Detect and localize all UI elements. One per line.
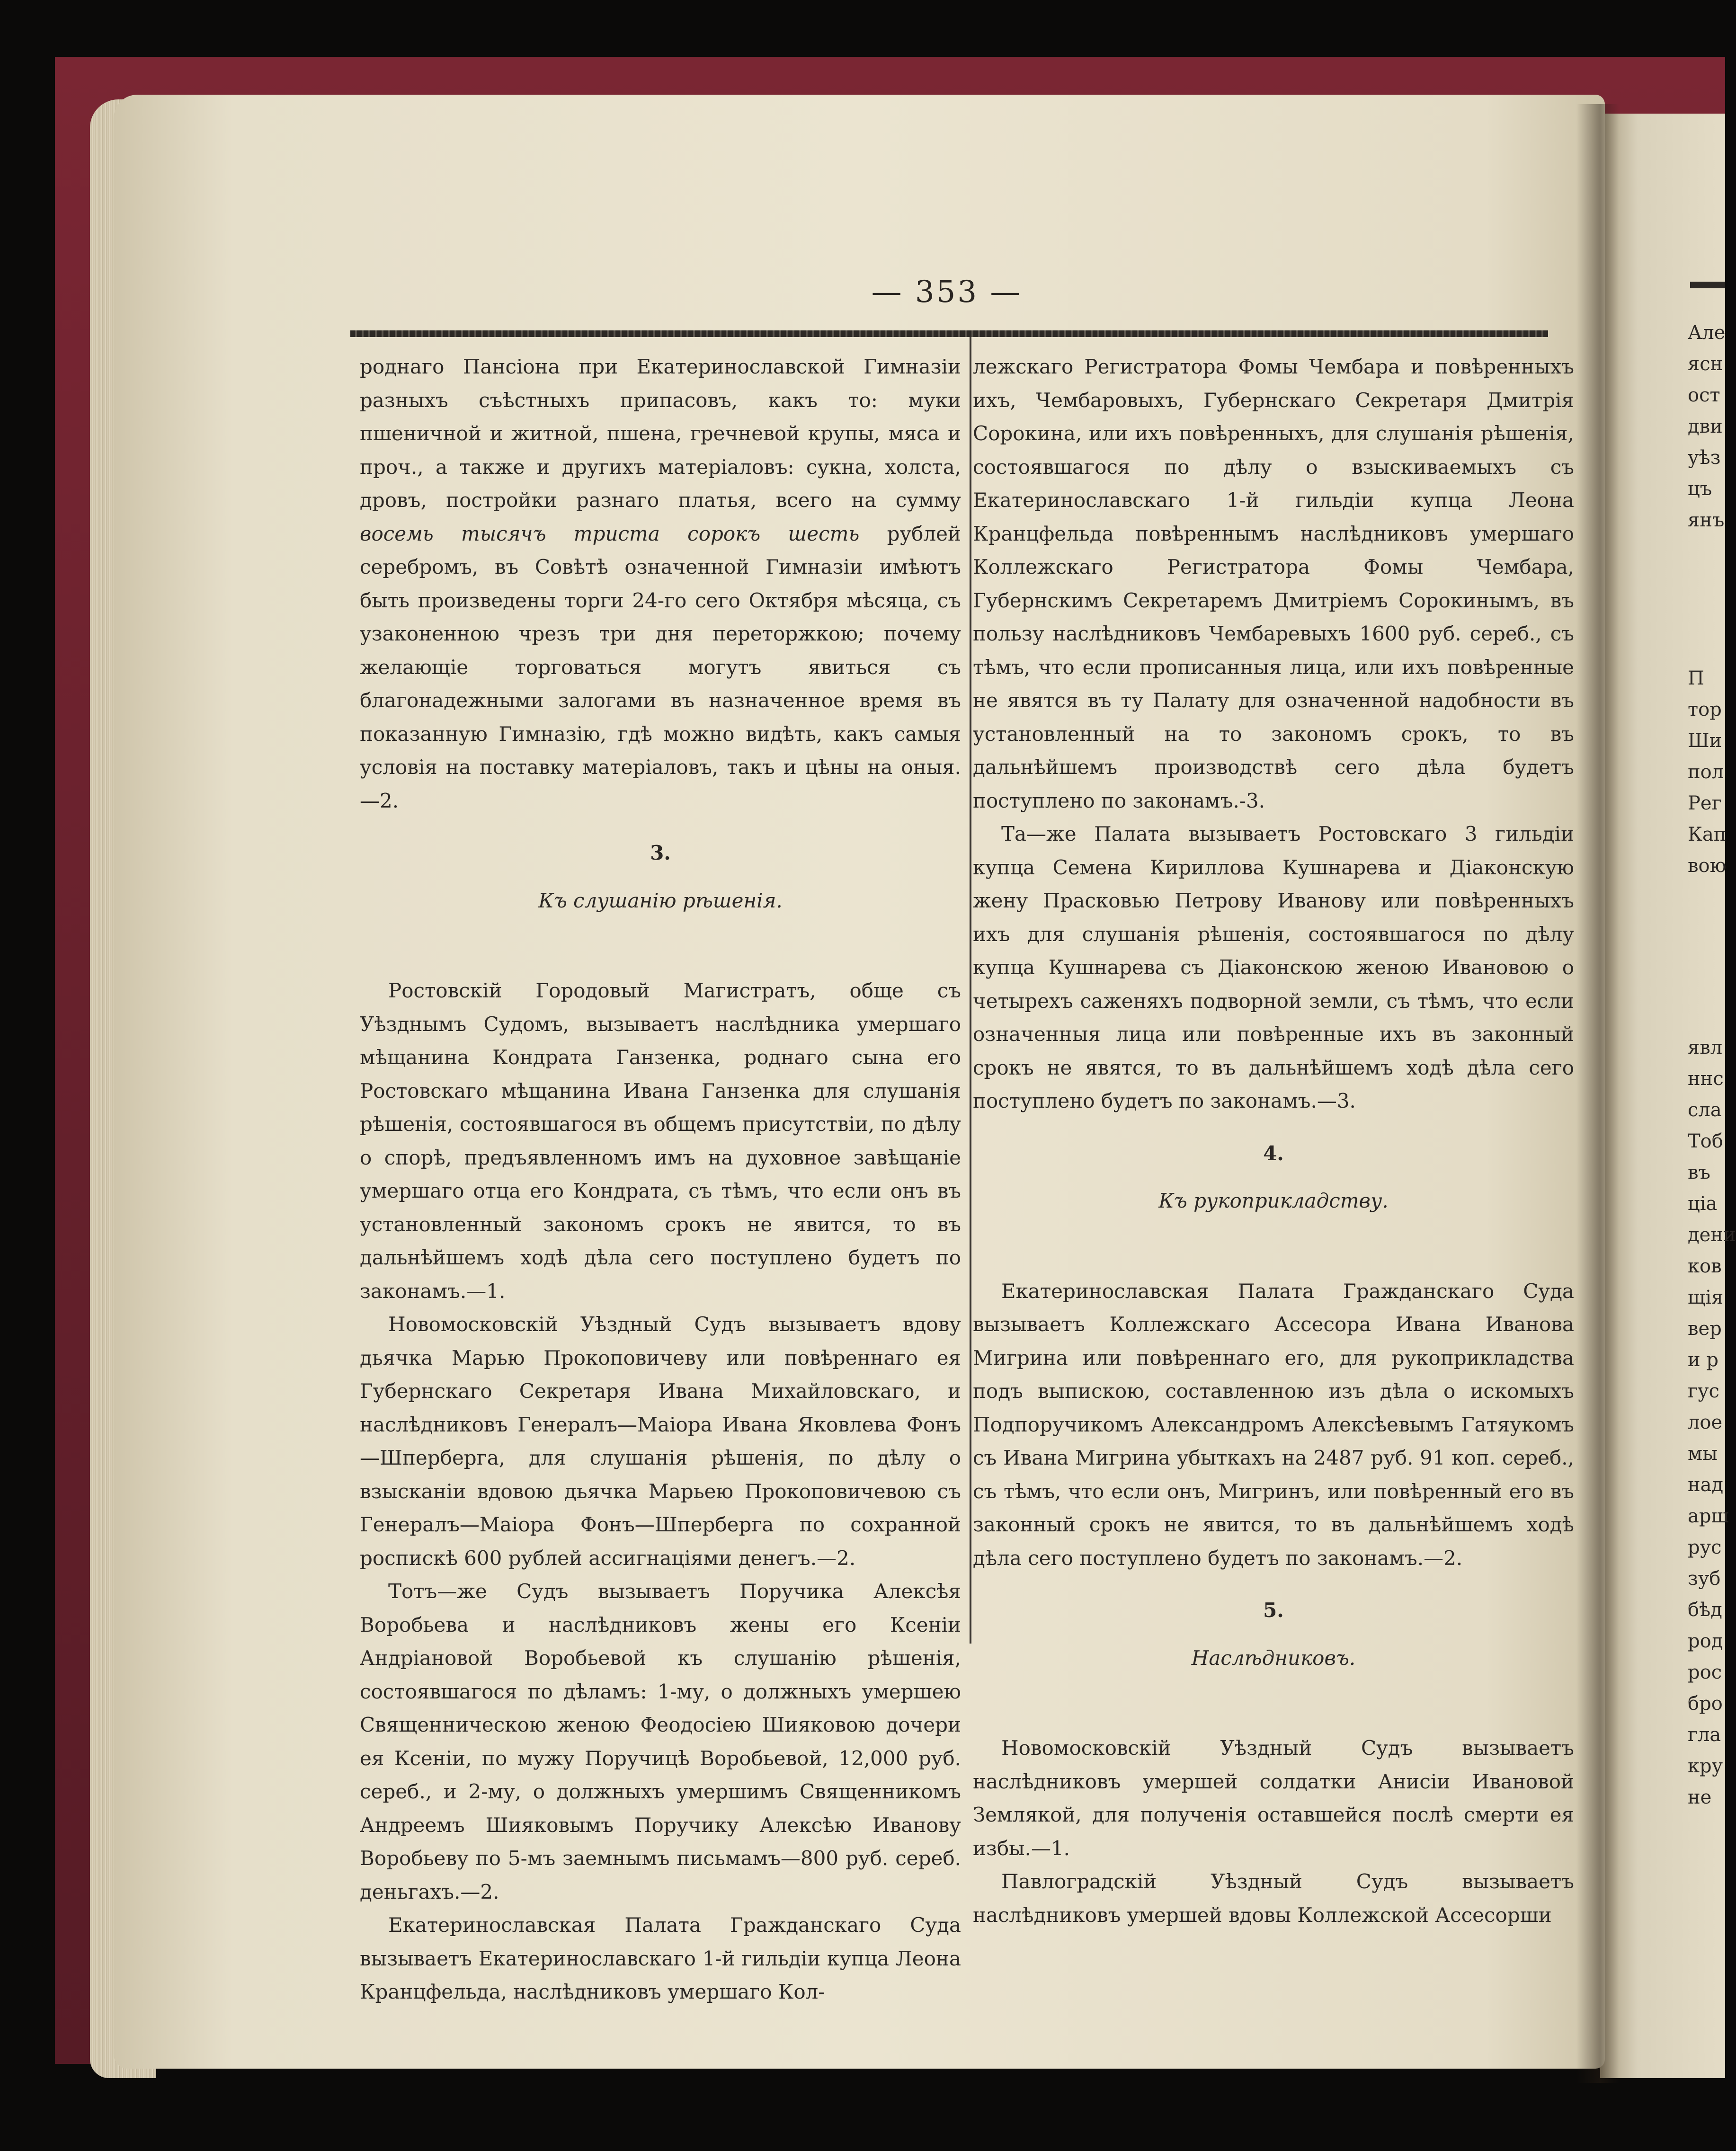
fragment-line: бѣд bbox=[1688, 1599, 1722, 1621]
fragment-line: ціа bbox=[1688, 1193, 1718, 1215]
paragraph: Екатеринославская Палата Гражданскаго Суда вызываетъ Екатеринославскаго 1-й гильдіи купца Леона Кранцфельда, наслѣдниковъ умершаго Кол- bbox=[360, 1913, 961, 2003]
column-divider bbox=[970, 337, 971, 1644]
paragraph: Новомосковскій Уѣздный Судъ вызываетъ вдову дьячка Марью Прокоповичеву или повѣреннаго ея Губернскаго Секретаря Ивана Михайловскаго, и наслѣдниковъ Генералъ—Маіора Ивана Яковлева Фонъ—Шперберга, для слушанія рѣшенія, по дѣлу о взысканіи вдовою дьячка Марьею Прокоповичевою съ Генералъ—Маіора Фонъ—Шперберга по сохранной роспискѣ 600 рублей ассигнаціями денегъ.—2. bbox=[360, 1313, 961, 1570]
fragment-line: ннс bbox=[1688, 1068, 1724, 1090]
fragment-line: ясн bbox=[1688, 353, 1723, 375]
paragraph bbox=[360, 350, 961, 818]
next-page-rule bbox=[1690, 282, 1725, 288]
fragment-line: П bbox=[1688, 667, 1704, 689]
left-column bbox=[360, 350, 961, 2009]
fragment-line: янъ bbox=[1688, 509, 1725, 531]
fragment-line: Тоб bbox=[1688, 1130, 1723, 1152]
fragment-line: ост bbox=[1688, 384, 1720, 406]
fragment-line: зуб bbox=[1688, 1568, 1721, 1590]
fragment-line: кру bbox=[1688, 1755, 1723, 1777]
fragment-line: Але bbox=[1688, 322, 1726, 344]
fragment-line: явл bbox=[1688, 1037, 1723, 1058]
paragraph-text: роднаго Пансіона при Екатеринославской Гимназіи разныхъ съѣстныхъ припасовъ, какъ то: муки пшеничной и житной, пшена, гречневой крупы, мяса и проч., а также и другихъ матеріаловъ: сукна, холста, дровъ, постройки разнаго платья, всего на сумму bbox=[360, 355, 961, 512]
fragment-line: арш bbox=[1688, 1505, 1729, 1527]
fragment-line: бро bbox=[1688, 1693, 1723, 1715]
paragraph: Ростовскій Городовый Магистратъ, общe съ Уѣзднымъ Судомъ, вызываетъ наслѣдника умершаго мѣщанина Кондрата Ганзенка, роднаго сына его Ростовскаго мѣщанина Ивана Ганзенка для слушанія рѣшенія, состоявшагося въ общемъ присутствіи, по дѣлу о спорѣ, предъявленномъ имъ на духовное завѣщаніе умершаго отца его Кондрата, съ тѣмъ, что если онъ въ установленный закономъ срокъ не явится, то въ дальнѣйшемъ ходѣ дѣла сего поступлено будетъ по законамъ.—1. bbox=[360, 979, 961, 1303]
paragraph: Та—же Палата вызываетъ Ростовскаго 3 гильдіи купца Семена Кириллова Кушнарева и Діаконскую жену Прасковью Петрову Иванову или повѣренныхъ ихъ для слушанія рѣшенія, состоявшагося по дѣлу купца Кушнарева съ Діаконскою женою Ивановою о четырехъ саженяхъ подворной земли, съ тѣмъ, что если означенныя лица или повѣренные ихъ въ законный срокъ не явятся, то въ дальнѣйшемъ ходѣ дѣла сего поступлено будетъ по законамъ.—3. bbox=[973, 822, 1574, 1112]
right-column bbox=[973, 350, 1574, 1932]
amount-italic: восемь тысячъ триста сорокъ шесть bbox=[360, 522, 860, 545]
fragment-line: въ bbox=[1688, 1162, 1710, 1183]
fragment-line: уѣз bbox=[1688, 447, 1721, 469]
fragment-line: не bbox=[1688, 1787, 1712, 1808]
page-number: — 353 — bbox=[871, 275, 1023, 310]
paragraph: лежскаго Регистратора Фомы Чембара и повѣренныхъ ихъ, Чембаровыхъ, Губернскаго Секретаря Дмитрія Сорокина, или ихъ повѣренныхъ, для слушанія рѣшенія, состоявшагося по дѣлу о взыскиваемыхъ съ Екатеринославскаго 1-й гильдіи купца Леона Кранцфельда повѣреннымъ наслѣдниковъ умершаго Коллежскаго Регистратора Фомы Чембара, Губернскимъ Секретаремъ Дмитріемъ Сорокинымъ, въ пользу наслѣдниковъ Чембаревыхъ 1600 руб. сереб., съ тѣмъ, что если прописанныя лица, или ихъ повѣренные не явятся въ ту Палату для означенной надобности въ установленный на то закономъ срокъ, то въ дальнѣйшемъ производствѣ сего дѣла будетъ поступлено по законамъ.-3. bbox=[973, 355, 1574, 812]
next-page-fragment-b bbox=[1688, 663, 1726, 881]
section-title: Къ слушанію рѣшенія. bbox=[538, 889, 783, 912]
fragment-line: род bbox=[1688, 1630, 1723, 1652]
fragment-line: и р bbox=[1688, 1349, 1718, 1371]
section-title: Наслѣдниковъ. bbox=[1191, 1646, 1356, 1670]
paragraph: Павлоградскій Уѣздный Судъ вызываетъ наслѣдниковъ умершей вдовы Коллежской Ассесорши bbox=[973, 1870, 1574, 1927]
next-page-fragment-a bbox=[1688, 317, 1725, 536]
fragment-line: Кап bbox=[1688, 824, 1727, 845]
section-number: 3. bbox=[650, 841, 671, 864]
section-number: 4. bbox=[1263, 1141, 1284, 1165]
paragraph: Тотъ—же Судъ вызываетъ Поручика Алексѣя Воробьева и наслѣдниковъ жены его Ксеніи Андріановой Воробьевой къ слушанію рѣшенія, состоявшагося по дѣламъ: 1-му, о должныхъ умершею Священническою женою Феодосіею Шияковою дочери ея Ксеніи, по мужу Поручицѣ Воробьевой, 12,000 руб. сереб., и 2-му, о должныхъ умершимъ Священникомъ Андреемъ Шияковымъ Поручику Алексѣю Иванову Воробьеву по 5-мъ заемнымъ письмамъ—800 руб. сереб. деньгахъ.—2. bbox=[360, 1580, 961, 1903]
fragment-line: вою bbox=[1688, 855, 1727, 877]
fragment-line: Ши bbox=[1688, 730, 1722, 752]
paragraph-text: рублей серебромъ, въ Совѣтѣ означенной Гимназіи имѣютъ быть произведены торги 24-го сего Октября мѣсяца, съ узаконенною чрезъ три дня переторжкою; почему желающіе торговаться могутъ явиться съ благонадежными залогами въ назначенное время въ показанную Гимназію, гдѣ можно видѣть, какъ самыя условія на поставку матеріаловъ, такъ и цѣны на оныя.—2. bbox=[360, 522, 961, 812]
next-page-fragment-c bbox=[1688, 1032, 1736, 1813]
fragment-line: цъ bbox=[1688, 478, 1712, 500]
paragraph: Екатеринославская Палата Гражданскаго Суда вызываетъ Коллежскаго Ассесора Ивана Иванова Мигрина или повѣреннаго его, для рукоприкладства подъ выпискою, составленною изъ дѣла о искомыхъ Подпоручикомъ Александромъ Алексѣевымъ Гатяукомъ съ Ивана Мигрина убыткахъ на 2487 руб. 91 коп. сереб., съ тѣмъ, что если онъ, Мигринъ, или повѣренный его въ законный срокъ не явится, то въ дальнѣйшемъ ходѣ дѣла сего поступлено будетъ по законамъ.—2. bbox=[973, 1279, 1574, 1570]
fragment-line: гус bbox=[1688, 1380, 1719, 1402]
fragment-line: Рег bbox=[1688, 792, 1722, 814]
fragment-line: вер bbox=[1688, 1318, 1722, 1340]
fragment-line: тор bbox=[1688, 699, 1722, 720]
fragment-line: щія bbox=[1688, 1287, 1724, 1308]
fragment-line: рус bbox=[1688, 1537, 1722, 1558]
fragment-line: ков bbox=[1688, 1255, 1722, 1277]
fragment-line: дени bbox=[1688, 1224, 1736, 1246]
fragment-line: над bbox=[1688, 1474, 1724, 1496]
fragment-line: дви bbox=[1688, 416, 1723, 437]
paragraph: Новомосковскій Уѣздный Судъ вызываетъ наслѣдниковъ умершей солдатки Анисіи Ивановой Землякой, для полученія оставшейся послѣ смерти ея избы.—1. bbox=[973, 1736, 1574, 1860]
fragment-line: гла bbox=[1688, 1724, 1721, 1746]
fragment-line: сла bbox=[1688, 1099, 1722, 1121]
fragment-line: рос bbox=[1688, 1662, 1722, 1683]
fragment-line: лое bbox=[1688, 1412, 1723, 1433]
book-gutter bbox=[1576, 104, 1619, 2083]
section-number: 5. bbox=[1263, 1599, 1284, 1622]
header-rule bbox=[350, 330, 1548, 337]
fragment-line: пол bbox=[1688, 761, 1724, 783]
section-title: Къ рукоприкладству. bbox=[1158, 1189, 1389, 1212]
fragment-line: мы bbox=[1688, 1443, 1718, 1465]
